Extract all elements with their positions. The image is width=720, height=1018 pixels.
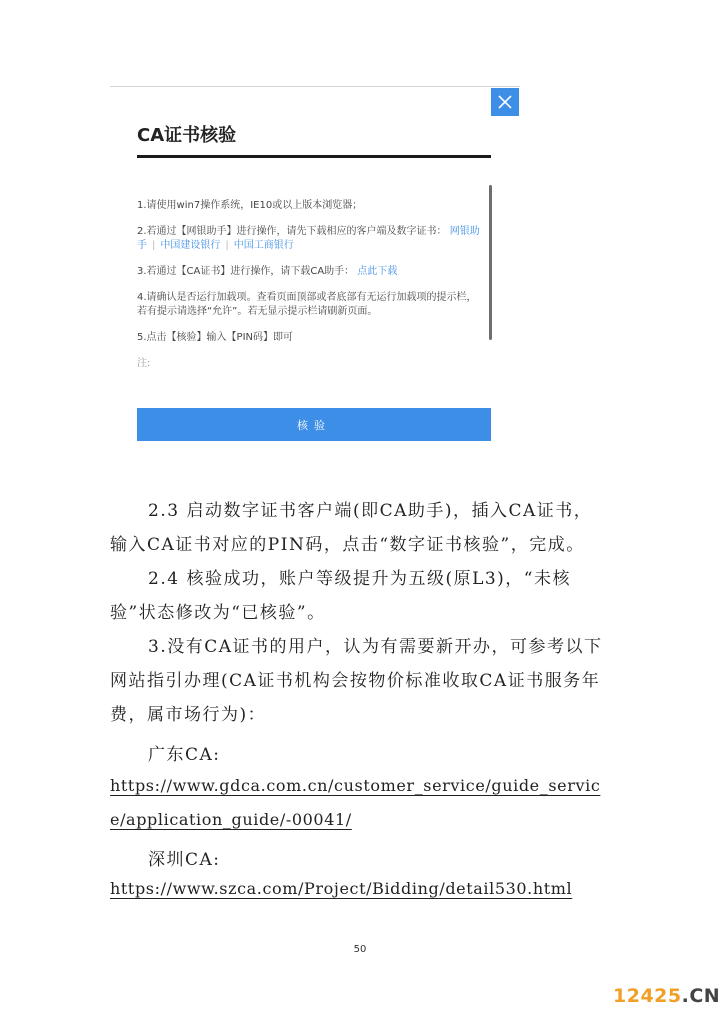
title-divider [137,155,491,158]
close-button[interactable] [491,88,519,116]
step-2-text: 2.若通过【网银助手】进行操作，请先下载相应的客户端及数字证书： [137,226,447,237]
close-icon [497,94,513,110]
guangdong-ca-label: 广东CA: [148,745,221,765]
shenzhen-ca-label: 深圳CA: [148,850,221,870]
link-ccb[interactable]: 中国建设银行 [160,240,221,251]
link-bank-helper[interactable]: 网银助手 [137,226,480,251]
dialog-title: CA证书核验 [137,125,237,146]
link-separator: | [225,240,229,251]
dialog-note: 注: [137,358,151,369]
site-watermark [613,985,720,1007]
watermark-number: 12425 [613,985,682,1007]
guangdong-ca-link[interactable]: https://www.gdca.com.cn/customer_service/guide_service/application_guide/-00041/ [110,776,601,829]
step-3-text: 3.若通过【CA证书】进行操作，请下载CA助手： [137,266,355,277]
paragraph-2-4: 2.4 核验成功，账户等级提升为五级(原L3)，“未核验”状态修改为“已核验”。 [110,569,571,623]
page-number: 50 [353,944,367,955]
paragraph-2-3: 2.3 启动数字证书客户端(即CA助手)，插入CA证书，输入CA证书对应的PIN码，点击“数字证书核验”，完成。 [110,501,593,555]
step-3 [137,265,482,279]
dialog-body [137,199,482,371]
link-separator: | [152,240,156,251]
paragraph-3: 3.没有CA证书的用户，认为有需要新开办，可参考以下网站指引办理(CA证书机构会按物价标准收取CA证书服务年费，属市场行为)： [110,637,603,725]
scrollbar[interactable] [489,185,492,340]
step-1: 1.请使用win7操作系统，IE10或以上版本浏览器； [137,200,363,211]
step-2 [137,225,482,253]
link-ca-download[interactable]: 点此下载 [357,266,398,277]
ca-verify-dialog [110,86,520,447]
watermark-suffix: .CN [681,985,720,1007]
step-4: 4.请确认是否运行加载项。查看页面顶部或者底部有无运行加载项的提示栏，若有提示请选择“允许”。若无显示提示栏请刷新页面。 [137,292,477,317]
shenzhen-ca-link[interactable]: https://www.szca.com/Project/Bidding/detail530.html [110,879,573,898]
step-5: 5.点击【核验】输入【PIN码】即可 [137,332,294,343]
verify-button[interactable]: 核验 [137,408,491,441]
link-icbc[interactable]: 中国工商银行 [233,240,294,251]
